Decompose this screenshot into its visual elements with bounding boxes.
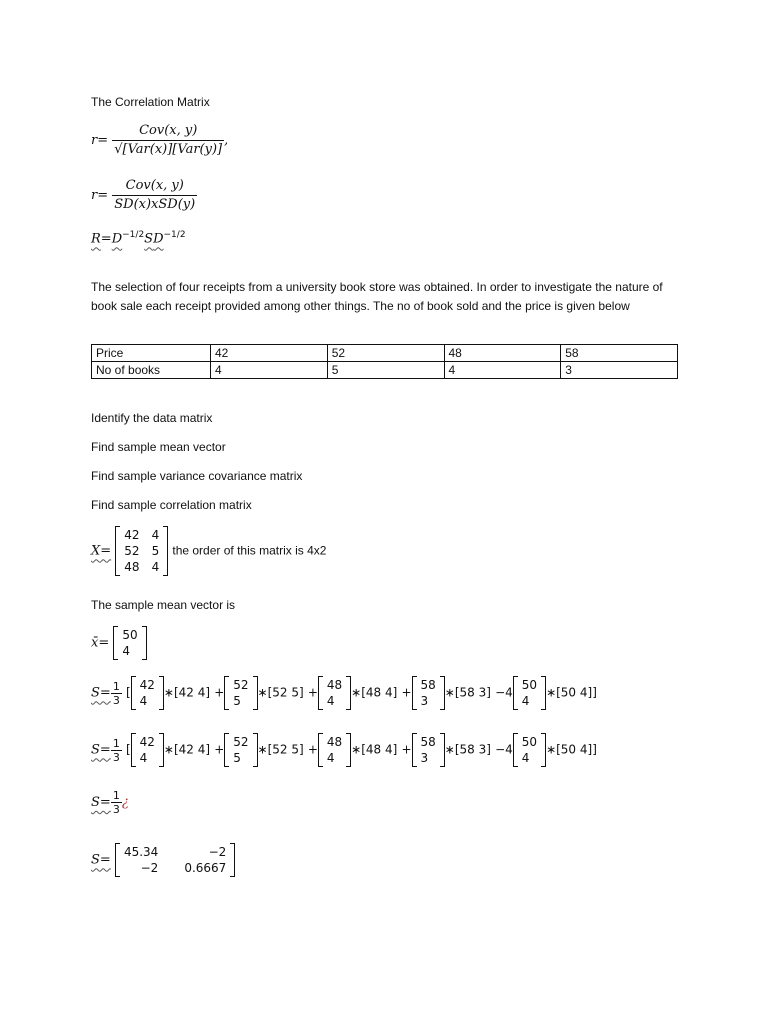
- formula3-D1: D: [111, 231, 123, 247]
- s-frac-num: 1: [112, 679, 120, 693]
- matrix-cell: 52: [233, 678, 249, 692]
- s-term-op: +: [307, 742, 318, 757]
- covariance-expression-2: [91, 733, 597, 767]
- formula3-S: S: [144, 231, 154, 247]
- formula1-denominator: √[Var(x)][Var(y)]: [114, 142, 223, 157]
- s-term-row: ∗[48 4]: [351, 742, 398, 757]
- matrix-cell: 0.6667: [184, 861, 227, 875]
- matrix-cell: 48: [326, 735, 343, 749]
- s-frac-den: 3: [112, 750, 120, 764]
- matrix-cell: 4: [122, 644, 131, 658]
- formula3-D2: D: [153, 231, 164, 247]
- table-cell: 3: [561, 362, 678, 379]
- formula1-tail: ,: [224, 133, 229, 148]
- matrix-cell: −2: [140, 861, 159, 875]
- matrix-cell: 4: [326, 694, 335, 708]
- matrix-cell: 5: [233, 694, 241, 708]
- s-lhs: S=: [91, 742, 111, 758]
- matrix-cell: 5: [233, 751, 241, 765]
- formula2-lhs: r=: [91, 188, 109, 203]
- task-item: Find sample mean vector: [91, 440, 226, 454]
- matrix-cell: 4: [151, 560, 160, 574]
- s-lhs: S=: [91, 852, 111, 868]
- table-cell: 5: [327, 362, 444, 379]
- matrix-cell: 4: [139, 694, 148, 708]
- formula3-exp1: −1/2: [122, 230, 145, 240]
- receipts-table: [91, 344, 678, 379]
- mean-vector-expression: [91, 626, 147, 660]
- matrix-cell: 48: [326, 678, 343, 692]
- s-lhs: S=: [91, 685, 111, 701]
- section-heading: The Correlation Matrix: [91, 95, 210, 109]
- covariance-result-expression: [91, 843, 235, 877]
- matrix-cell: 48: [124, 560, 140, 574]
- mean-vector-label: The sample mean vector is: [91, 598, 236, 612]
- s-frac-den: 3: [112, 803, 120, 816]
- matrix-cell: 3: [420, 751, 429, 765]
- matrix-cell: 4: [521, 751, 530, 765]
- task-item: Identify the data matrix: [91, 411, 213, 425]
- task-item: Find sample variance covariance matrix: [91, 469, 303, 483]
- s-term-row: ∗[52 5]: [257, 742, 304, 757]
- s-term-row: ∗[48 4]: [351, 685, 398, 700]
- correlation-formula-3: [91, 230, 186, 246]
- table-cell: No of books: [92, 362, 211, 379]
- s-frac-num: 1: [112, 736, 120, 750]
- data-matrix-note: the order of this matrix is 4x2: [172, 543, 327, 558]
- matrix-cell: 50: [122, 628, 138, 642]
- s-term-op: +: [214, 685, 225, 700]
- matrix-cell: 50: [521, 678, 538, 692]
- matrix-cell: 5: [151, 544, 160, 558]
- data-matrix-expression: [91, 526, 326, 576]
- matrix-cell: 58: [420, 678, 436, 692]
- s-term-row: ∗[58 3]: [444, 685, 491, 700]
- s-term-row: ∗[50 4]]: [546, 685, 597, 700]
- s-term-row: ∗[58 3]: [444, 742, 491, 757]
- s-short-tail: ¿: [121, 795, 129, 810]
- s-term-op: +: [307, 685, 318, 700]
- s-lhs: S=: [91, 795, 111, 810]
- s-term-row: ∗[52 5]: [257, 685, 304, 700]
- task-item: Find sample correlation matrix: [91, 498, 252, 512]
- formula1-numerator: Cov(x, y): [112, 122, 224, 141]
- covariance-expression-1: [91, 676, 597, 710]
- matrix-cell: 50: [521, 735, 538, 749]
- formula1-lhs: r=: [91, 133, 109, 148]
- correlation-formula-2: [91, 177, 197, 214]
- matrix-cell: 52: [233, 735, 249, 749]
- matrix-cell: 3: [420, 694, 429, 708]
- table-row: [92, 362, 678, 379]
- matrix-cell: 52: [124, 544, 140, 558]
- s-term-row: ∗[42 4]: [163, 742, 211, 757]
- table-cell: 42: [211, 345, 328, 362]
- s-term-op: +: [401, 685, 412, 700]
- s-term-op: +: [214, 742, 225, 757]
- s-frac-num: 1: [112, 789, 120, 802]
- matrix-cell: 4: [139, 751, 148, 765]
- table-cell: Price: [92, 345, 211, 362]
- mean-vector-lhs: x̄=: [91, 635, 110, 651]
- table-row: [92, 345, 678, 362]
- matrix-cell: 4: [326, 751, 335, 765]
- matrix-cell: 42: [124, 528, 140, 542]
- matrix-cell: −2: [208, 845, 227, 859]
- intro-paragraph: The selection of four receipts from a university book store was obtained. In order to investigate the nature of book sale each receipt provided among other things. The no of book sold and the price is given below: [91, 280, 663, 313]
- matrix-cell: 45.34: [123, 845, 159, 859]
- correlation-formula-1: [91, 122, 228, 159]
- formula3-eq: =: [100, 231, 112, 247]
- formula3-exp2: −1/2: [163, 230, 186, 240]
- matrix-cell: 4: [521, 694, 530, 708]
- table-cell: 4: [444, 362, 561, 379]
- matrix-cell: 42: [139, 735, 155, 749]
- s-term-op: [: [125, 742, 131, 757]
- matrix-cell: 58: [420, 735, 436, 749]
- formula2-denominator: SD(x)xSD(y): [114, 197, 196, 212]
- table-cell: 48: [444, 345, 561, 362]
- s-term-op: [: [125, 685, 131, 700]
- s-term-op: +: [401, 742, 412, 757]
- s-term-row: ∗[50 4]]: [546, 742, 597, 757]
- s-term-op: −4: [495, 742, 513, 757]
- s-frac-den: 3: [112, 693, 120, 707]
- matrix-cell: 42: [139, 678, 155, 692]
- matrix-cell: 4: [151, 528, 160, 542]
- covariance-short-expression: [91, 789, 129, 816]
- mean-vector: [113, 626, 146, 660]
- table-cell: 52: [327, 345, 444, 362]
- formula2-numerator: Cov(x, y): [112, 177, 197, 196]
- data-matrix-lhs: X=: [91, 543, 112, 559]
- covariance-matrix: [115, 843, 235, 877]
- data-matrix: [115, 526, 168, 576]
- table-cell: 58: [561, 345, 678, 362]
- formula3-R: R: [91, 231, 101, 247]
- s-term-op: −4: [495, 685, 513, 700]
- s-term-row: ∗[42 4]: [163, 685, 211, 700]
- table-cell: 4: [211, 362, 328, 379]
